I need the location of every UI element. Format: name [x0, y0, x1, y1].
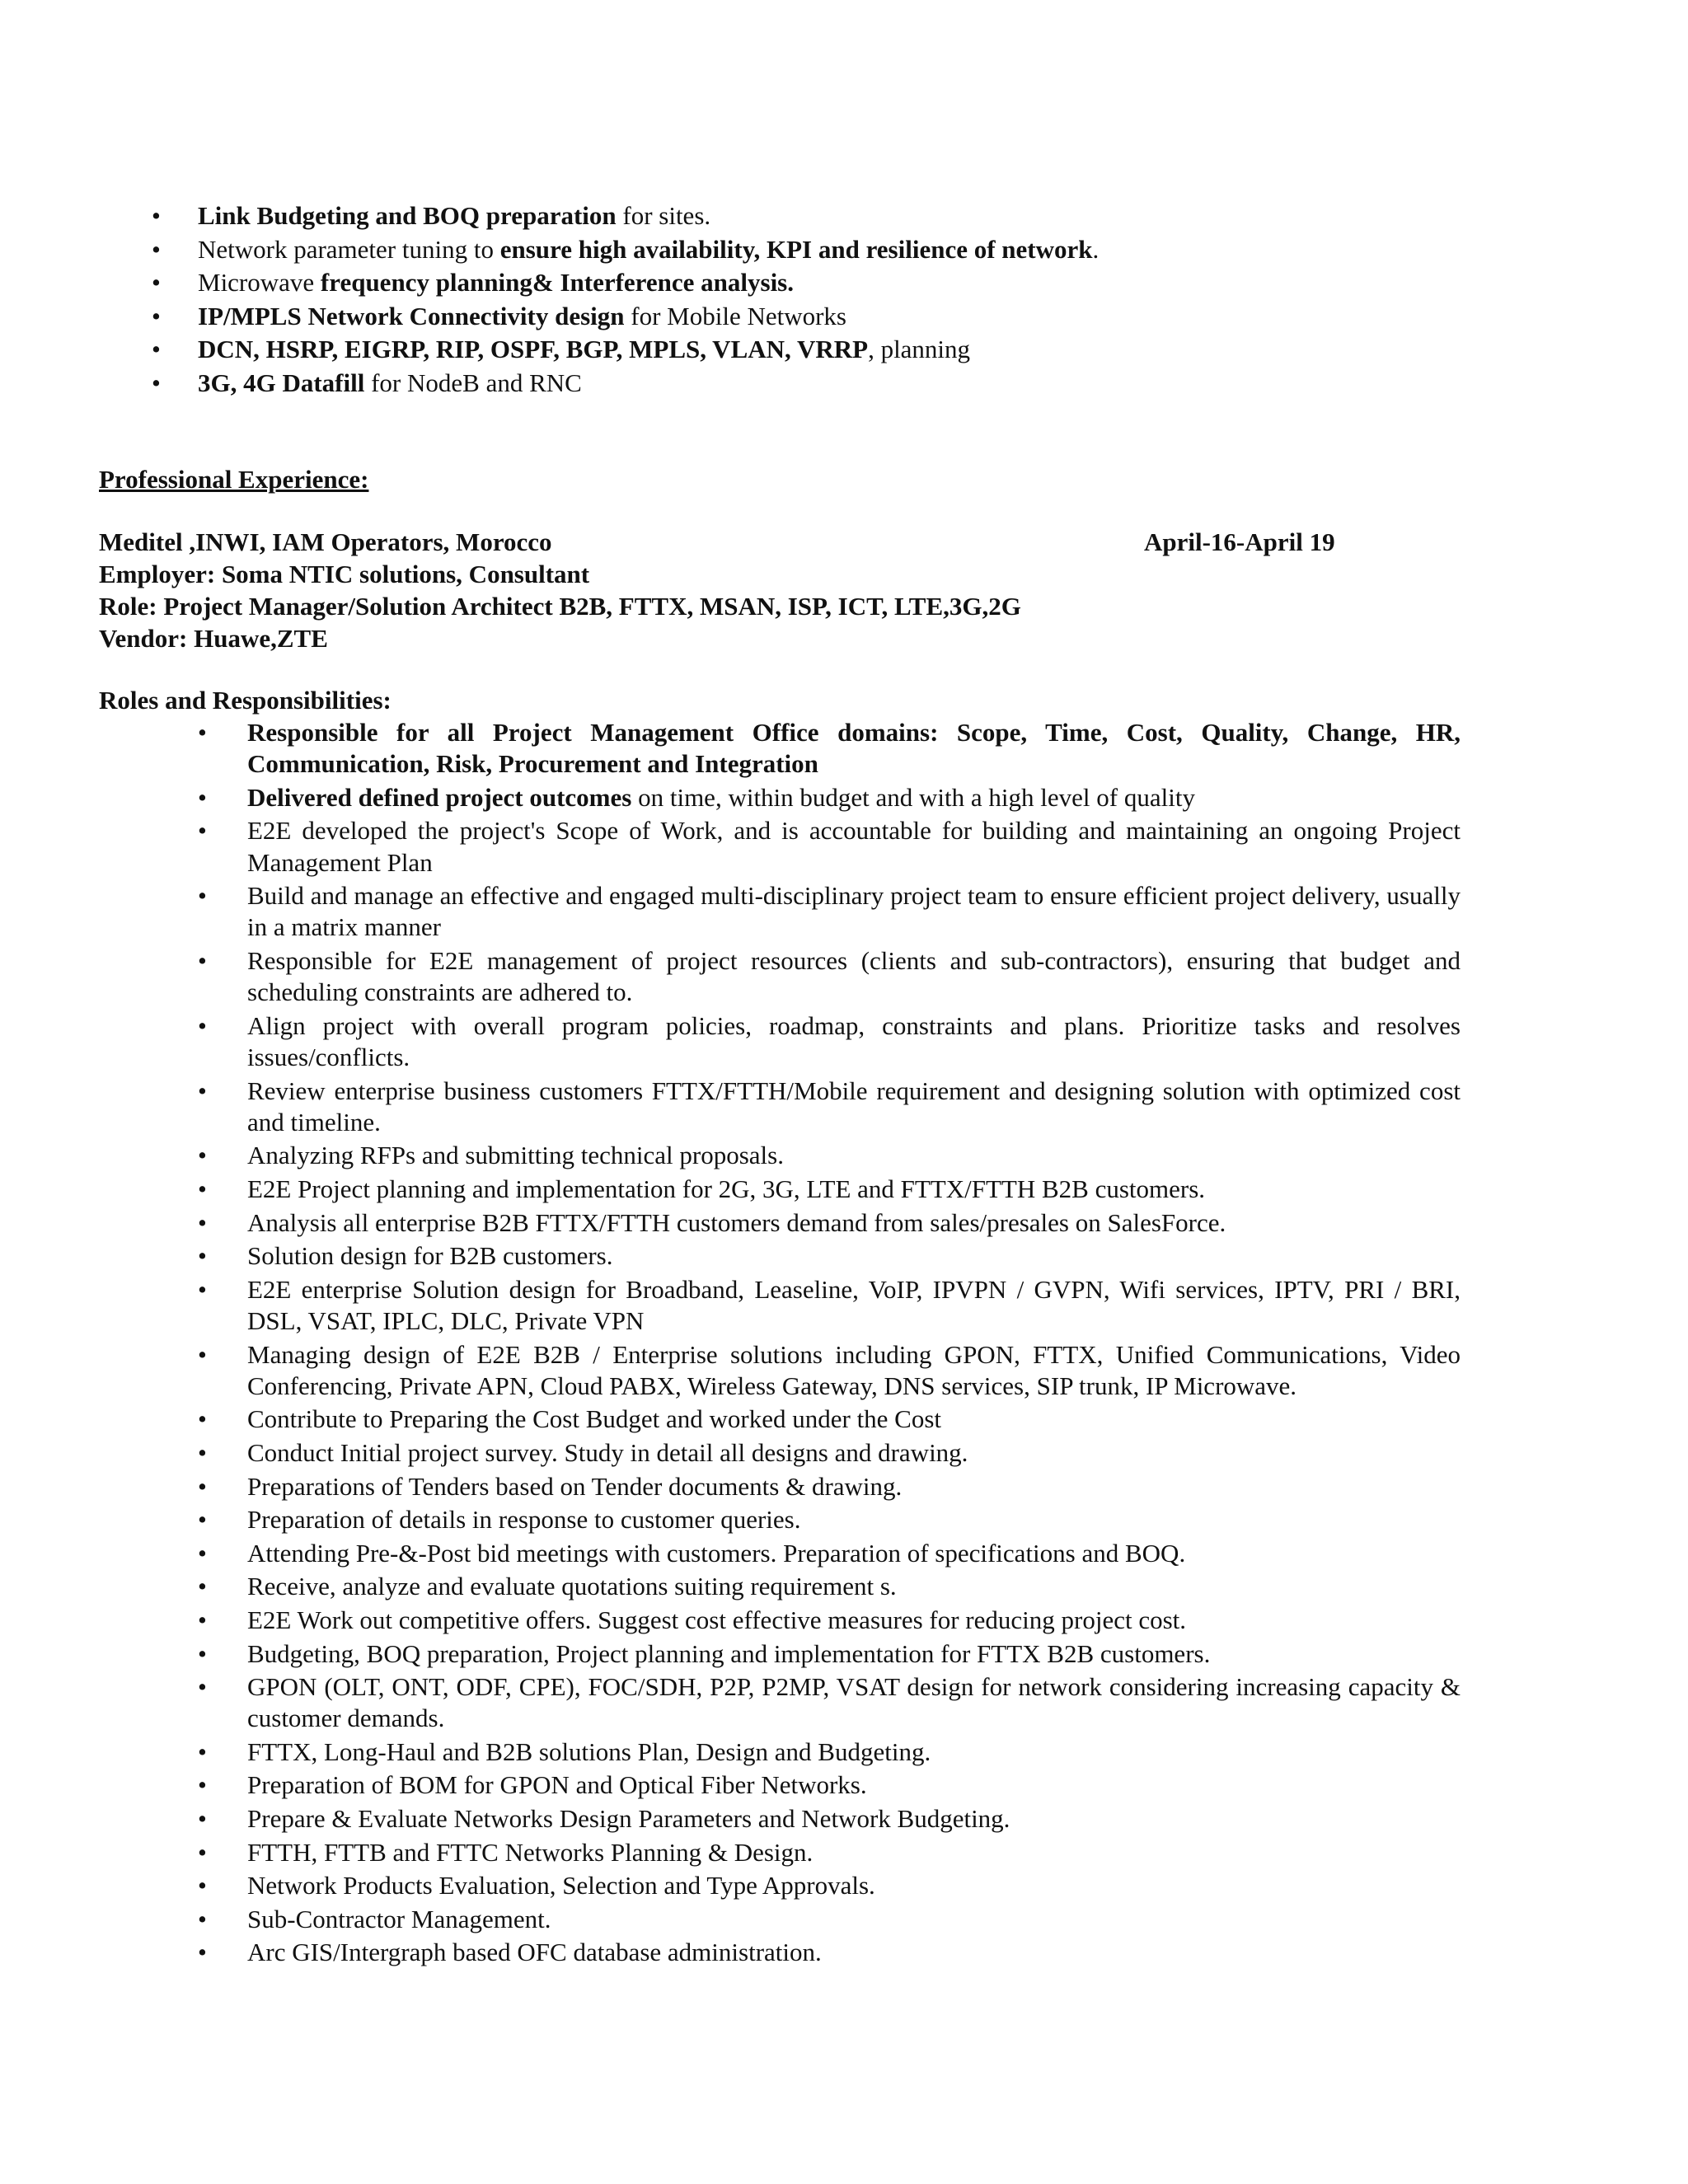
bullet-icon: • [198, 1505, 207, 1535]
bullet-icon: • [198, 1605, 207, 1634]
bold-text: ensure high availability, KPI and resilience of network [499, 234, 1093, 264]
text: Receive, analyze and evaluate quotations suiting requirement s. [247, 1572, 897, 1601]
text: Network Products Evaluation, Selection and Type Approvals. [247, 1871, 875, 1900]
skill-item [99, 333, 1500, 367]
responsibility-item [99, 1471, 1461, 1502]
bold-text: 3G, 4G Datafill [198, 368, 365, 397]
bullet-icon: • [198, 1672, 207, 1702]
role-line: Role: Project Manager/Solution Architect B2B, FTTX, MSAN, ISP, ICT, LTE,3G,2G [99, 592, 1021, 621]
text: . [1092, 234, 1100, 264]
bold-text: Responsible for all Project Management Office domains: Scope, Time, Cost, Quality, Change, HR, Communication, Risk, Procurement and Integration [247, 718, 1461, 779]
responsibility-item [99, 1140, 1461, 1171]
text: Analysis all enterprise B2B FTTX/FTTH customers demand from sales/presales on SalesForce. [247, 1207, 1226, 1237]
text: Align project with overall program policies, roadmap, constraints and plans. Prioritize tasks and resolves issues/conflicts. [247, 1010, 1461, 1071]
bullet-icon: • [152, 268, 161, 297]
responsibility-item [99, 1538, 1461, 1569]
responsibility-item [99, 815, 1461, 878]
text: E2E Project planning and implementation for 2G, 3G, LTE and FTTX/FTTH B2B customers. [247, 1174, 1206, 1203]
skill-item [99, 233, 1500, 267]
responsibility-item [99, 945, 1461, 1008]
text: Prepare & Evaluate Networks Design Parameters and Network Budgeting. [247, 1804, 1010, 1834]
responsibility-item [99, 1240, 1461, 1272]
bullet-icon: • [198, 1141, 207, 1170]
bullet-icon: • [152, 301, 161, 330]
text: Managing design of E2E B2B / Enterprise solutions including GPON, FTTX, Unified Communications, Video Conferencing, Private APN, Cloud PABX, Wireless Gateway, DNS services, SIP trunk, IP Microwave. [247, 1339, 1461, 1400]
text: Review enterprise business customers FTTX/FTTH/Mobile requirement and designing solution with optimized cost and timeline. [247, 1076, 1461, 1137]
text: E2E Work out competitive offers. Suggest cost effective measures for reducing project cost. [247, 1605, 1187, 1634]
text: Responsible for E2E management of project resources (clients and sub-contractors), ensuring that budget and scheduling constraints are adhered to. [247, 945, 1461, 1007]
responsibilities-list [99, 717, 1461, 1971]
bullet-icon: • [198, 1174, 207, 1203]
bullet-icon: • [198, 945, 207, 975]
text: GPON (OLT, ONT, ODF, CPE), FOC/SDH, P2P, P2MP, VSAT design for network considering increasing capacity & customer demands. [247, 1672, 1461, 1733]
bold-text: Link Budgeting and BOQ preparation [198, 201, 617, 230]
vendor-line: Vendor: Huawe,ZTE [99, 624, 328, 653]
responsibility-item [99, 1174, 1461, 1205]
bullet-icon: • [198, 782, 207, 812]
responsibility-item [99, 1937, 1461, 1968]
text: Preparation of BOM for GPON and Optical Fiber Networks. [247, 1770, 867, 1800]
bold-text: frequency planning& Interference analysis. [320, 268, 794, 297]
text: Budgeting, BOQ preparation, Project planning and implementation for FTTX B2B customers. [247, 1638, 1211, 1668]
responsibility-item [99, 1404, 1461, 1435]
bullet-icon: • [152, 201, 161, 230]
bullet-icon: • [198, 1471, 207, 1501]
text: Arc GIS/Intergraph based OFC database administration. [247, 1938, 822, 1967]
responsibility-item [99, 1207, 1461, 1239]
responsibility-item [99, 717, 1461, 780]
bullet-icon: • [198, 1207, 207, 1237]
responsibility-item [99, 1870, 1461, 1901]
bullet-icon: • [198, 816, 207, 846]
responsibility-item [99, 1339, 1461, 1402]
bullet-icon: • [198, 1871, 207, 1900]
responsibility-item [99, 1437, 1461, 1469]
bullet-icon: • [152, 335, 161, 363]
responsibility-item [99, 880, 1461, 943]
responsibility-item [99, 1803, 1461, 1835]
skill-item [99, 367, 1500, 401]
text: Conduct Initial project survey. Study in detail all designs and drawing. [247, 1437, 968, 1467]
text: for Mobile Networks [624, 301, 846, 330]
bold-text: Delivered defined project outcomes [247, 782, 632, 812]
responsibility-item [99, 1904, 1461, 1935]
text: Microwave [198, 268, 321, 297]
skill-item [99, 199, 1500, 233]
employment-dates: April-16-April 19 [1144, 527, 1335, 556]
bullet-icon: • [198, 881, 207, 911]
text: Attending Pre-&-Post bid meetings with customers. Preparation of specifications and BOQ. [247, 1538, 1186, 1568]
text: Solution design for B2B customers. [247, 1241, 613, 1271]
text: Analyzing RFPs and submitting technical proposals. [247, 1141, 784, 1170]
responsibility-item [99, 782, 1461, 813]
client-name: Meditel ,INWI, IAM Operators, Morocco [99, 527, 552, 556]
text: Network parameter tuning to [198, 234, 500, 264]
responsibility-item [99, 1671, 1461, 1734]
text: , planning [868, 335, 971, 363]
bullet-icon: • [198, 1837, 207, 1867]
bullet-icon: • [198, 1904, 207, 1933]
bullet-icon: • [198, 1938, 207, 1967]
text: on time, within budget and with a high level of quality [631, 782, 1195, 812]
employer-line: Employer: Soma NTIC solutions, Consultant [99, 560, 590, 588]
text: for NodeB and RNC [364, 368, 582, 397]
bullet-icon: • [198, 1638, 207, 1668]
responsibility-item [99, 1837, 1461, 1868]
responsibility-item [99, 1504, 1461, 1535]
text: E2E developed the project's Scope of Work, and is accountable for building and maintaining an ongoing Project Management Plan [247, 816, 1461, 877]
bullet-icon: • [152, 234, 161, 264]
bullet-icon: • [198, 1241, 207, 1271]
bullet-icon: • [198, 1010, 207, 1040]
job-header [99, 526, 1385, 654]
professional-experience-heading: Professional Experience: [99, 465, 369, 494]
bullet-icon: • [198, 1404, 207, 1434]
responsibility-item [99, 1736, 1461, 1768]
bullet-icon: • [152, 368, 161, 397]
text: Preparation of details in response to customer queries. [247, 1505, 801, 1535]
responsibility-item [99, 1571, 1461, 1602]
client-line [99, 526, 1385, 558]
text: FTTX, Long-Haul and B2B solutions Plan, Design and Budgeting. [247, 1736, 931, 1766]
bold-text: DCN, HSRP, EIGRP, RIP, OSPF, BGP, MPLS, VLAN, VRRP [198, 335, 869, 363]
bullet-icon: • [198, 1437, 207, 1467]
text: for sites. [616, 201, 711, 230]
bullet-icon: • [198, 1572, 207, 1601]
responsibility-item [99, 1076, 1461, 1138]
text: Build and manage an effective and engaged multi-disciplinary project team to ensure efficient project delivery, usually in a matrix manner [247, 881, 1461, 942]
bullet-icon: • [198, 1736, 207, 1766]
responsibility-item [99, 1010, 1461, 1073]
bullet-icon: • [198, 1076, 207, 1105]
skill-item [99, 266, 1500, 300]
text: Preparations of Tenders based on Tender documents & drawing. [247, 1471, 903, 1501]
text: Sub-Contractor Management. [247, 1904, 551, 1933]
roles-heading: Roles and Responsibilities: [99, 686, 392, 715]
bullet-icon: • [198, 1804, 207, 1834]
bold-text: IP/MPLS Network Connectivity design [198, 301, 625, 330]
bullet-icon: • [198, 1538, 207, 1568]
bullet-icon: • [198, 718, 207, 747]
responsibility-item [99, 1638, 1461, 1670]
text: FTTH, FTTB and FTTC Networks Planning & Design. [247, 1837, 814, 1867]
bullet-icon: • [198, 1274, 207, 1304]
skills-list [99, 199, 1500, 400]
skill-item [99, 300, 1500, 334]
text: Contribute to Preparing the Cost Budget and worked under the Cost [247, 1404, 942, 1434]
responsibility-item [99, 1605, 1461, 1636]
bullet-icon: • [198, 1339, 207, 1369]
text: E2E enterprise Solution design for Broadband, Leaseline, VoIP, IPVPN / GVPN, Wifi services, IPTV, PRI / BRI, DSL, VSAT, IPLC, DLC, Private VPN [247, 1274, 1461, 1335]
bullet-icon: • [198, 1770, 207, 1800]
responsibility-item [99, 1274, 1461, 1337]
responsibility-item [99, 1769, 1461, 1801]
